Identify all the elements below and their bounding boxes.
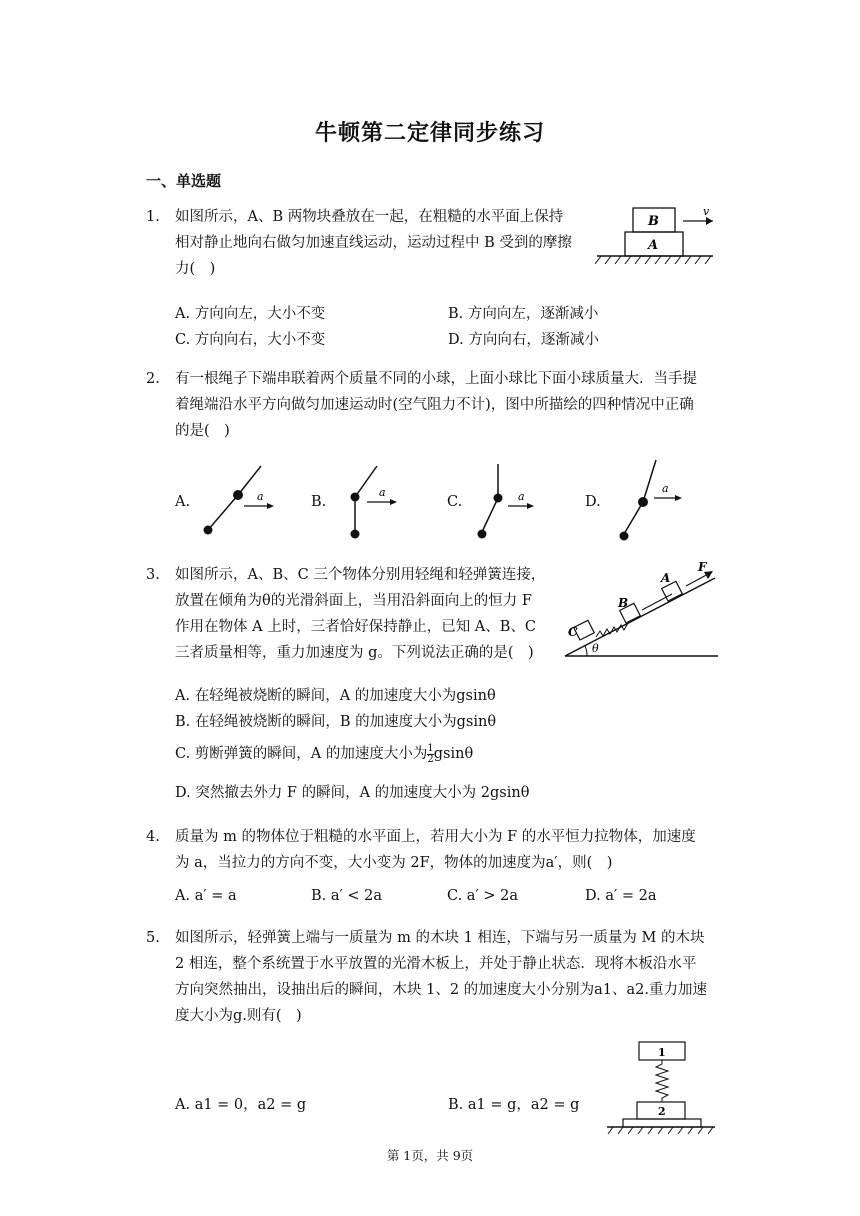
force-label: F xyxy=(698,560,707,574)
block-1-label: 1 xyxy=(658,1046,666,1059)
page-title: 牛顿第二定律同步练习 xyxy=(314,120,545,146)
spring-blocks-figure xyxy=(603,1036,719,1138)
option-c[interactable]: C. 方向向右，大小不变 xyxy=(175,332,326,348)
stacked-blocks-figure xyxy=(595,203,720,271)
question-number: 5. xyxy=(146,930,160,946)
page-footer: 第 1页，共 9页 xyxy=(386,1148,474,1163)
option-c[interactable]: C. xyxy=(447,494,463,510)
text-line: 放置在倾角为θ的光滑斜面上，当用沿斜面向上的恒力 F xyxy=(175,593,532,609)
option-a[interactable]: A. a′ = a xyxy=(175,888,237,904)
question-number: 3. xyxy=(146,567,160,583)
text-line: 三者质量相等，重力加速度为 g。下列说法正确的是( ) xyxy=(175,645,534,661)
text-line: 力( ) xyxy=(175,261,216,277)
section-heading: 一、单选题 xyxy=(146,172,222,190)
fraction-denominator: 2 xyxy=(427,753,434,765)
text-line: 质量为 m 的物体位于粗糙的水平面上，若用大小为 F 的水平恒力拉物体，加速度 xyxy=(175,829,696,845)
option-c-tail: gsinθ xyxy=(433,746,474,762)
acceleration-label: a xyxy=(518,490,525,503)
acceleration-label: a xyxy=(257,490,264,503)
pendulum-figure-a xyxy=(198,462,278,542)
incline-figure xyxy=(560,560,720,664)
text-line: 有一根绳子下端串联着两个质量不同的小球，上面小球比下面小球质量大．当手提 xyxy=(175,371,697,387)
question-5-text xyxy=(175,925,730,1029)
option-b[interactable]: B. xyxy=(311,494,327,510)
text-line: 如图所示，A、B 两物块叠放在一起，在粗糙的水平面上保持 xyxy=(175,209,564,225)
question-number: 2. xyxy=(146,371,160,387)
option-c[interactable] xyxy=(175,742,473,765)
acceleration-label: a xyxy=(662,482,669,495)
pendulum-figure-b xyxy=(335,462,405,542)
text-line: 着绳端沿水平方向做匀加速运动时(空气阻力不计)，图中所描绘的四种情况中正确 xyxy=(175,397,694,413)
option-b[interactable]: B. 方向向左，逐渐减小 xyxy=(448,306,599,322)
block-a-label: A xyxy=(648,238,659,253)
question-1-text xyxy=(175,204,595,282)
option-d[interactable]: D. 突然撤去外力 F 的瞬间，A 的加速度大小为 2gsinθ xyxy=(175,785,530,801)
option-b[interactable]: B. 在轻绳被烧断的瞬间，B 的加速度大小为gsinθ xyxy=(175,714,497,730)
fraction-numerator: 1 xyxy=(427,742,434,754)
option-d[interactable]: D. a′ = 2a xyxy=(585,888,657,904)
question-number: 4. xyxy=(146,829,160,845)
option-d[interactable]: D. 方向向右，逐渐减小 xyxy=(448,332,599,348)
question-3-text xyxy=(175,562,565,666)
text-line: 为 a，当拉力的方向不变，大小变为 2F，物体的加速度为a′，则( ) xyxy=(175,855,613,871)
block-2-label: 2 xyxy=(658,1105,666,1118)
option-a[interactable]: A. xyxy=(175,494,191,510)
text-line: 2 相连，整个系统置于水平放置的光滑木板上，并处于静止状态．现将木板沿水平 xyxy=(175,956,697,972)
option-d[interactable]: D. xyxy=(585,494,601,510)
text-line: 相对静止地向右做匀加速直线运动，运动过程中 B 受到的摩擦 xyxy=(175,235,572,251)
acceleration-label: a xyxy=(379,486,386,499)
option-b[interactable]: B. a1 = g，a2 = g xyxy=(448,1097,580,1113)
option-a[interactable]: A. 方向向左，大小不变 xyxy=(175,306,326,322)
question-2-text xyxy=(175,366,725,444)
option-c[interactable]: C. a′ > 2a xyxy=(447,888,518,904)
option-b[interactable]: B. a′ < 2a xyxy=(311,888,383,904)
text-line: 方向突然抽出，设抽出后的瞬间，木块 1、2 的加速度大小分别为a1、a2.重力加速 xyxy=(175,982,708,998)
velocity-label: v xyxy=(703,205,710,218)
block-c-label: C xyxy=(568,625,578,639)
text-line: 如图所示，A、B、C 三个物体分别用轻绳和轻弹簧连接， xyxy=(175,567,546,583)
text-line: 如图所示，轻弹簧上端与一质量为 m 的木块 1 相连，下端与另一质量为 M 的木块 xyxy=(175,930,705,946)
option-a[interactable]: A. 在轻绳被烧断的瞬间，A 的加速度大小为gsinθ xyxy=(175,688,496,704)
text-line: 度大小为g.则有( ) xyxy=(175,1008,302,1024)
block-b-label: B xyxy=(618,596,629,610)
question-number: 1. xyxy=(146,209,160,225)
text-line: 的是( ) xyxy=(175,423,230,439)
block-a-label: A xyxy=(661,571,671,585)
angle-label: θ xyxy=(592,642,599,655)
question-4-text xyxy=(175,824,725,876)
text-line: 作用在物体 A 上时，三者恰好保持静止，已知 A、B、C xyxy=(175,619,537,635)
option-c-text: C. 剪断弹簧的瞬间，A 的加速度大小为 xyxy=(175,746,428,762)
pendulum-figure-c xyxy=(470,460,540,542)
option-a[interactable]: A. a1 = 0，a2 = g xyxy=(175,1097,307,1113)
pendulum-figure-d xyxy=(610,458,690,542)
block-b-label: B xyxy=(648,214,659,229)
